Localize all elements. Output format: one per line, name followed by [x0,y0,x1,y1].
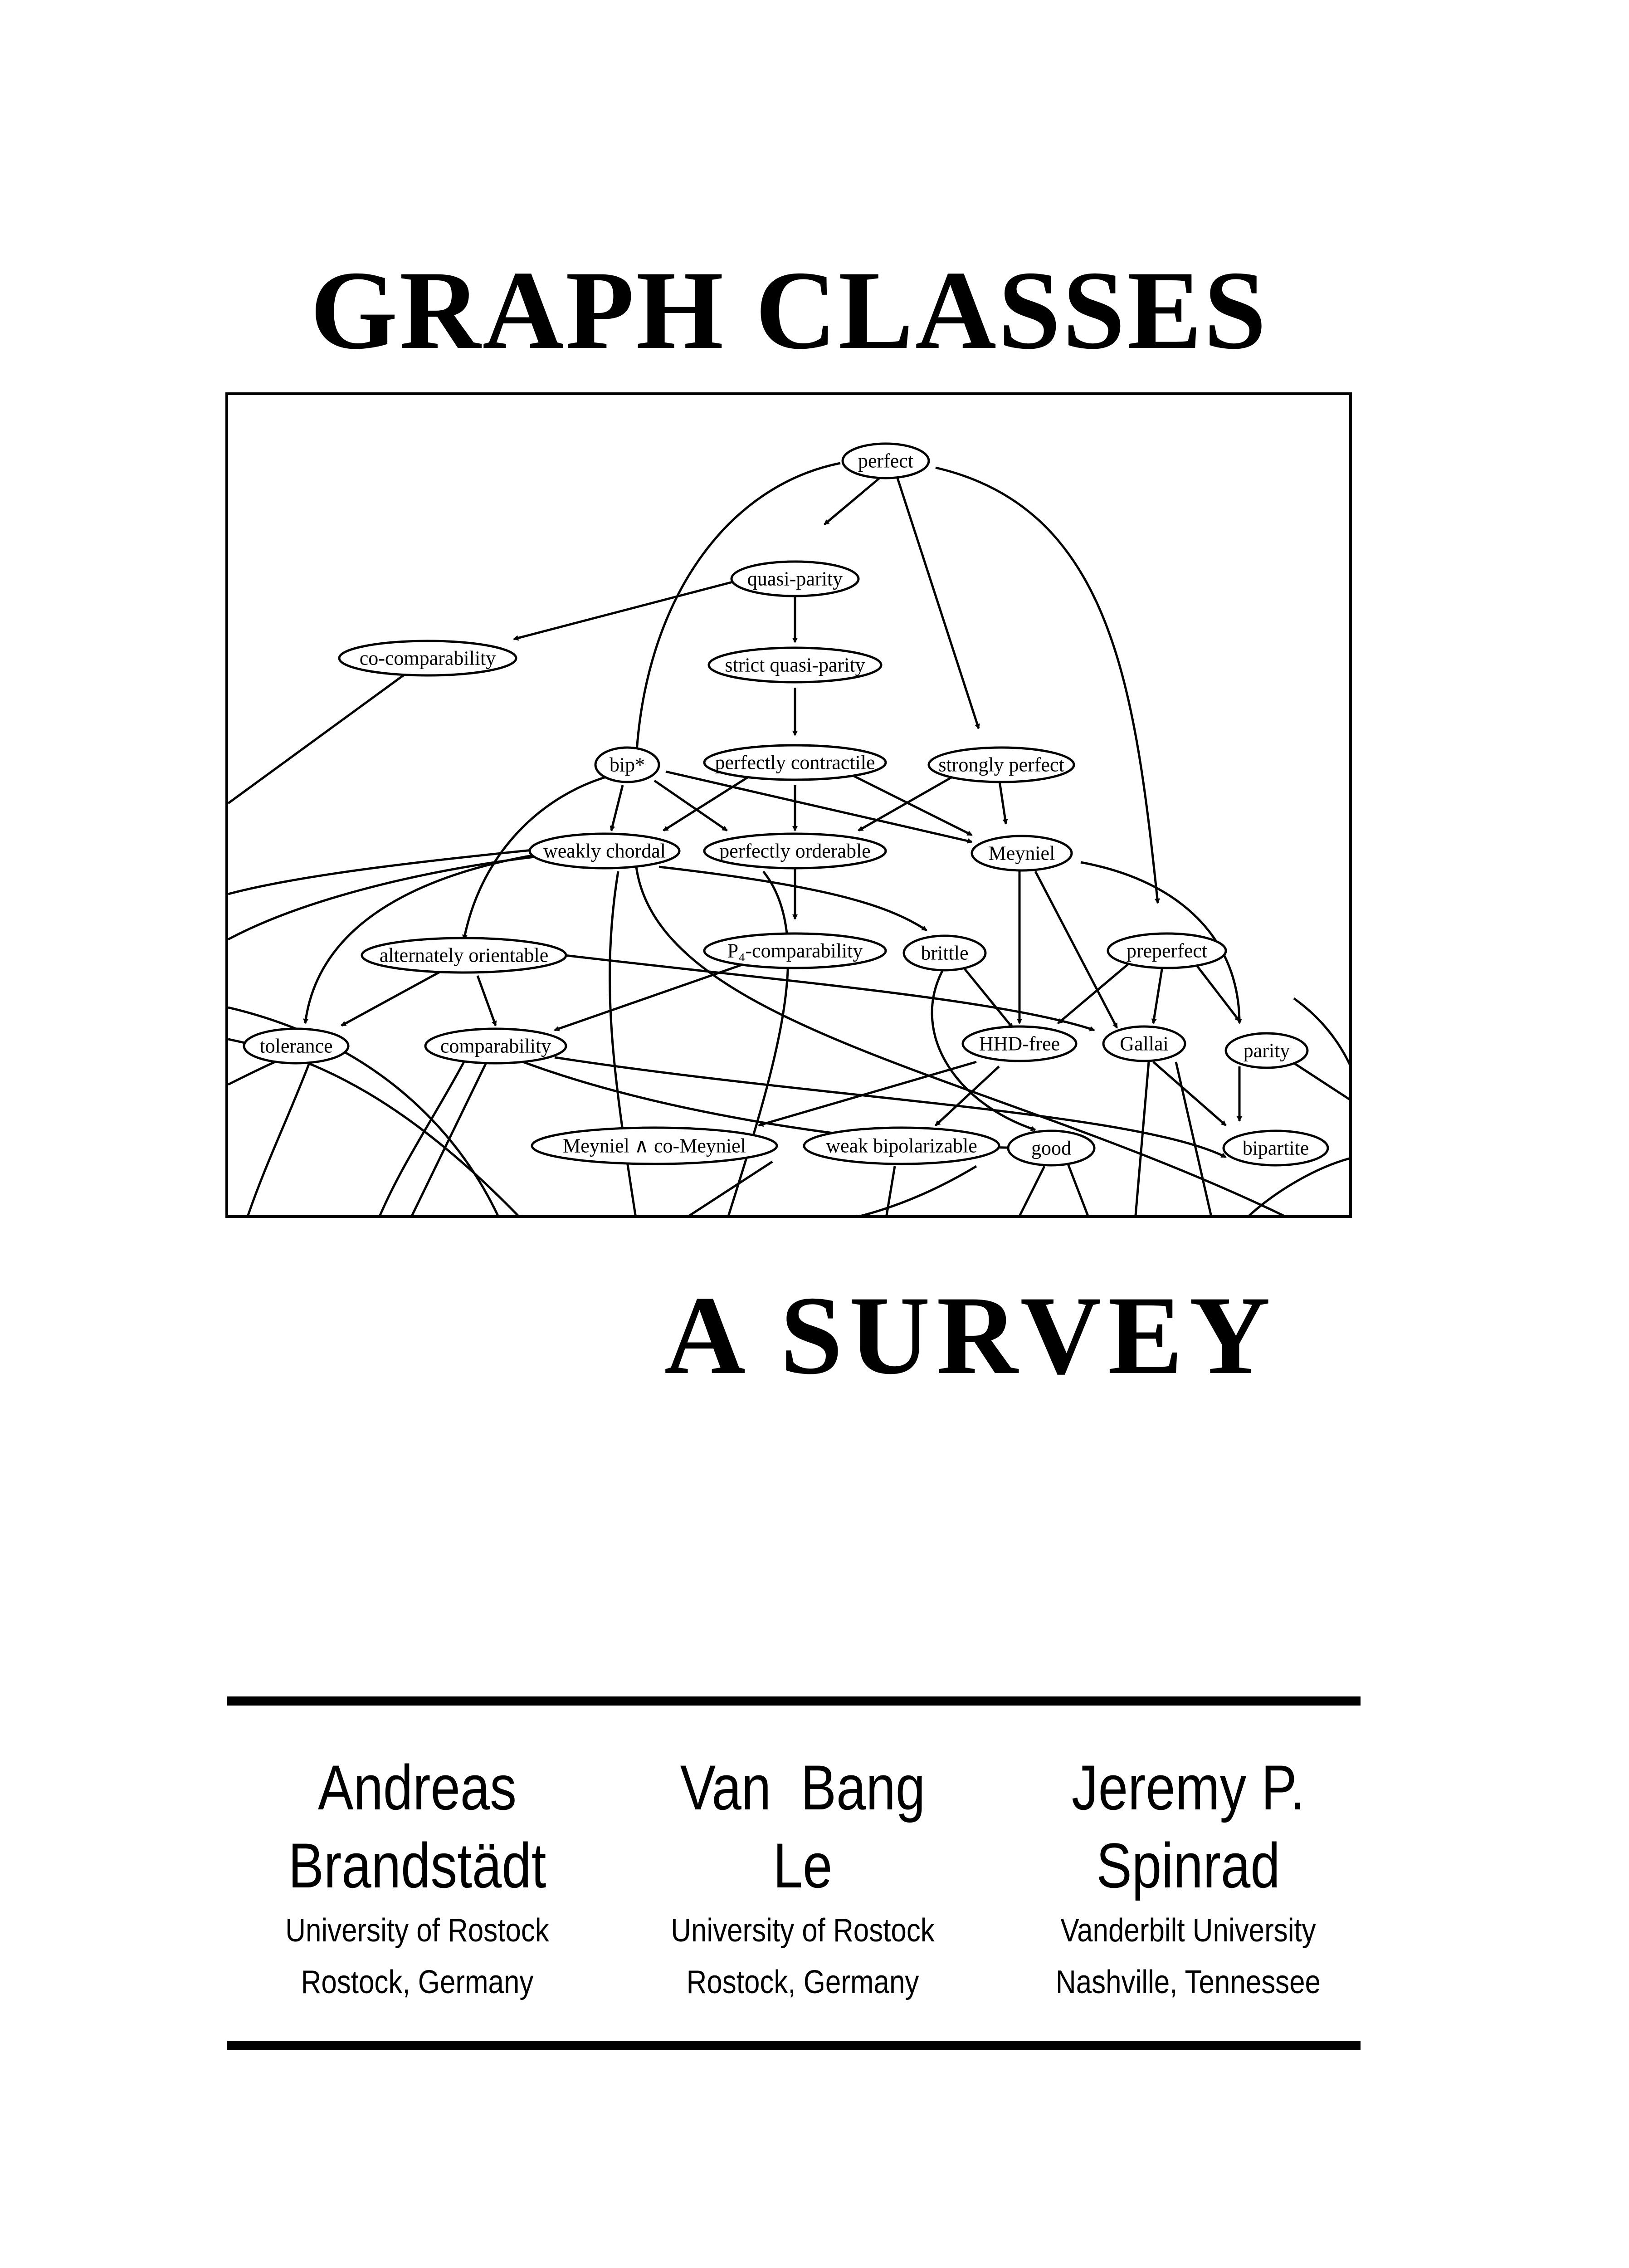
graph-diagram-svg [228,395,1352,1218]
author-3-last-name: Spinrad [1096,1830,1280,1901]
bottom-rule [227,2041,1361,2050]
book-title: GRAPH CLASSES [310,248,1268,372]
author-3-first-name: Jeremy P. [1071,1752,1305,1823]
label-strict-quasi-parity: strict quasi-parity [725,654,865,676]
diagram-nodes [244,444,1328,1165]
author-3-location: Nashville, Tennessee [1055,1964,1321,2000]
label-comparability: comparability [440,1035,551,1057]
label-quasi-parity: quasi-parity [747,567,843,590]
author-1 [218,1749,617,2008]
label-parity: parity [1243,1039,1290,1062]
label-gallai: Gallai [1120,1032,1169,1055]
author-3-affiliation: Vanderbilt University [1060,1912,1316,1949]
label-perfect: perfect [858,450,914,472]
label-tolerance: tolerance [259,1035,333,1057]
label-weak-bipolarizable: weak bipolarizable [826,1134,977,1157]
author-2-first-name: Van Bang [680,1752,926,1823]
author-2 [603,1749,1002,2008]
author-3 [989,1749,1388,2008]
author-1-last-name: Brandstädt [288,1830,546,1901]
top-rule [227,1696,1361,1706]
label-good: good [1031,1137,1071,1159]
book-subtitle: A SURVEY [664,1273,1277,1398]
author-2-affiliation: University of Rostock [671,1912,935,1949]
graph-classes-diagram [225,392,1352,1218]
label-weakly-chordal: weakly chordal [543,840,666,862]
author-1-first-name: Andreas [317,1752,517,1823]
label-brittle: brittle [921,942,969,964]
label-meyniel-co-meyniel: Meyniel ∧ co-Meyniel [563,1134,746,1157]
author-2-last-name: Le [773,1830,833,1901]
label-p4-comparability: P₄-comparability [727,939,863,962]
label-preperfect: preperfect [1126,939,1208,962]
diagram-labels [259,450,1309,1159]
author-1-affiliation: University of Rostock [285,1912,549,1949]
label-alternately-orientable: alternately orientable [379,944,549,967]
label-hhd-free: HHD-free [979,1032,1060,1055]
label-co-comparability: co-comparability [359,647,496,670]
author-2-location: Rostock, Germany [686,1964,919,2000]
label-bip-star: bip* [609,753,645,776]
label-meyniel: Meyniel [988,842,1055,865]
label-strongly-perfect: strongly perfect [938,753,1064,776]
label-bipartite: bipartite [1242,1137,1309,1159]
label-perfectly-contractile: perfectly contractile [715,751,875,774]
author-1-location: Rostock, Germany [301,1964,534,2000]
label-perfectly-orderable: perfectly orderable [719,840,871,862]
